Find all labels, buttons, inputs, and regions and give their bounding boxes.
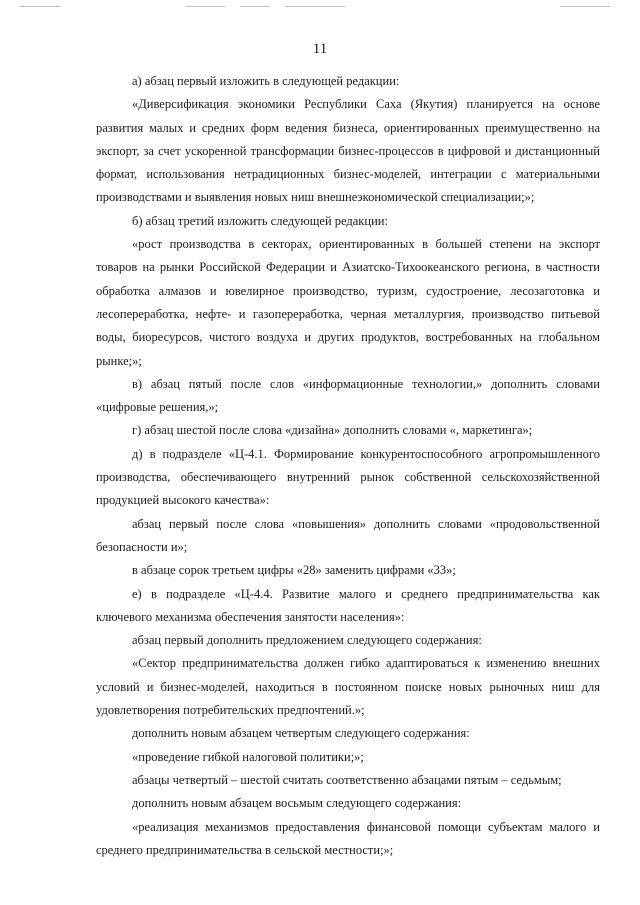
paragraph: дополнить новым абзацем четвертым следующего содержания: bbox=[132, 726, 470, 741]
document-body bbox=[96, 70, 600, 862]
paragraph: д) в подразделе «Ц-4.1. Формирование конкурентоспособного агропромышленного производства, обеспечивающего внутренний рынок собственной сельскохозяйственной продукцией высокого качества»: bbox=[96, 446, 600, 508]
paragraph: «проведение гибкой налоговой политики;»; bbox=[132, 749, 364, 764]
paragraph: «реализация механизмов предоставления финансовой помощи субъектам малого и среднего предпринимательства в сельской местности;»; bbox=[96, 819, 600, 857]
paragraph: в абзаце сорок третьем цифры «28» заменить цифрами «33»; bbox=[132, 563, 456, 578]
paragraph: «Диверсификация экономики Республики Саха (Якутия) планируется на основе развития малых и средних форм ведения бизнеса, ориентированных преимущественно на экспорт, за счет ускоренной трансформации бизнес-процессов в цифровой и дистанционный формат, использования нетрадиционных бизнес-моделей, интеграции с материальными производствами и выявления новых ниш внешнеэкономической специализации;»; bbox=[96, 97, 600, 205]
paragraph: дополнить новым абзацем восьмым следующего содержания: bbox=[132, 796, 462, 811]
scan-edge-marks bbox=[0, 3, 640, 11]
paragraph: в) абзац пятый после слов «информационные технологии,» дополнить словами «цифровые решения,»; bbox=[96, 376, 600, 415]
paragraph: г) абзац шестой после слова «дизайна» дополнить словами «, маркетинга»; bbox=[132, 423, 533, 438]
paragraph: «рост производства в секторах, ориентированных в большей степени на экспорт товаров на рынки Российской Федерации и Азиатско-Тихоокеанского региона, в частности обработка алмазов и ювелирное производство, туризм, судостроение, лесозаготовка и лесопереработка, нефте- и газопереработка, черная металлургия, производство питьевой воды, биоресурсов, чистого воздуха и других продуктов, востребованных на глобальном рынке;»; bbox=[96, 237, 600, 368]
paragraph: абзацы четвертый – шестой считать соответственно абзацами пятым – седьмым; bbox=[132, 772, 562, 787]
page-number: 11 bbox=[312, 41, 328, 57]
paragraph: абзац первый после слова «повышения» дополнить словами «продовольственной безопасности и»; bbox=[96, 516, 600, 554]
paragraph: абзац первый дополнить предложением следующего содержания: bbox=[132, 633, 482, 648]
paragraph: а) абзац первый изложить в следующей редакции: bbox=[132, 74, 400, 88]
paragraph: е) в подразделе «Ц-4.4. Развитие малого и среднего предпринимательства как ключевого механизма обеспечения занятости населения»: bbox=[96, 586, 600, 624]
paragraph: «Сектор предпринимательства должен гибко адаптироваться к изменению внешних условий и бизнес-моделей, находиться в постоянном поиске новых рыночных ниш для удовлетворения потребительских предпочтений.»; bbox=[96, 656, 600, 718]
paragraph: б) абзац третий изложить следующей редакции: bbox=[132, 213, 388, 228]
